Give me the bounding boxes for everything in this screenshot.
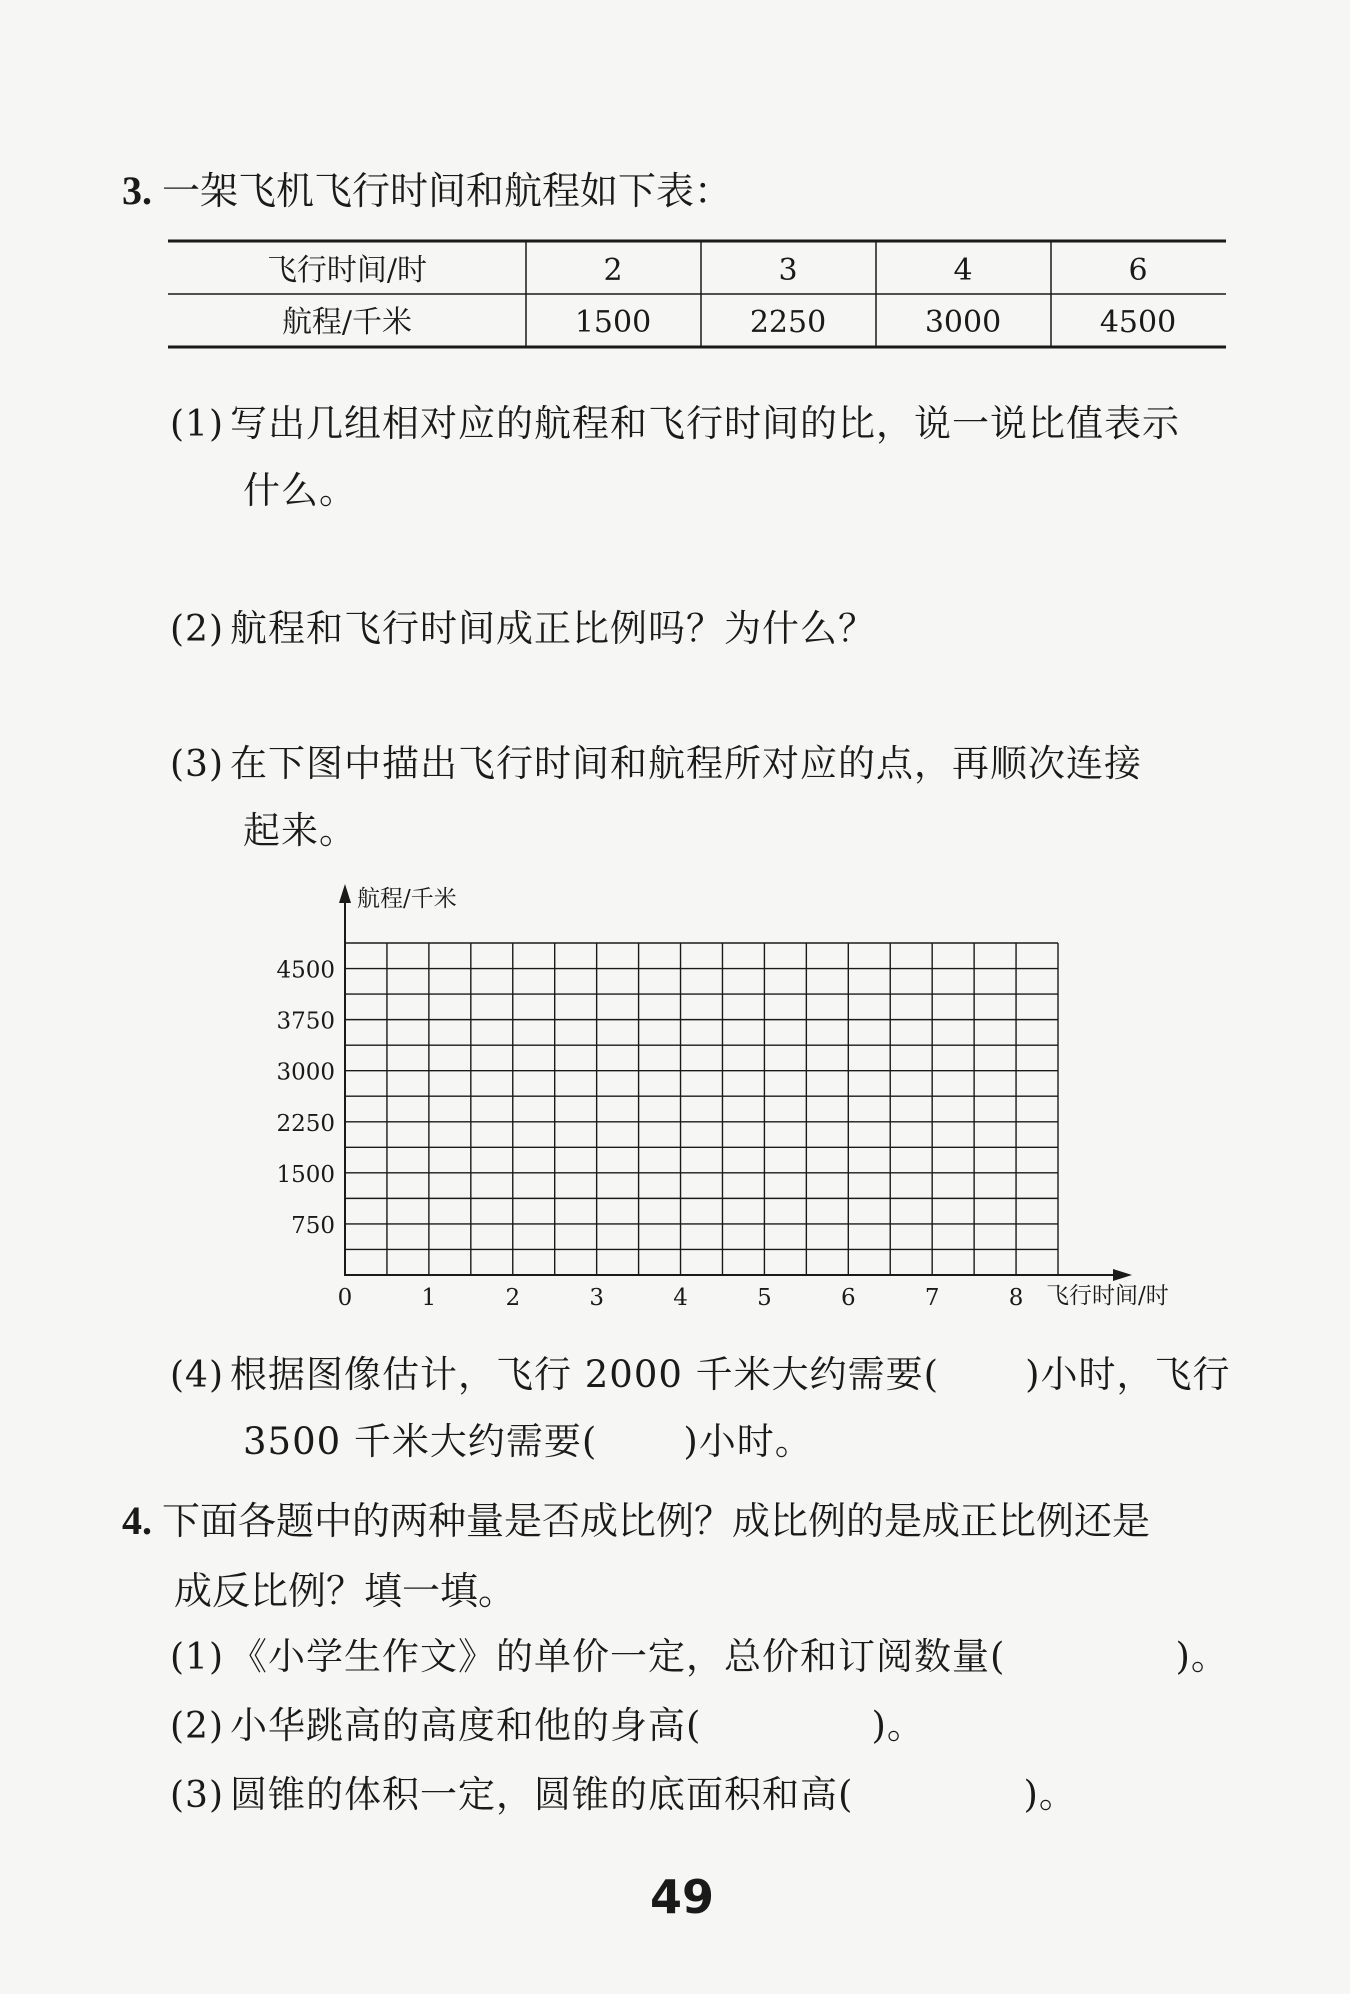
- q4-heading: [122, 1490, 1150, 1545]
- table-cell: 4: [953, 253, 973, 288]
- q4-item: [170, 1695, 925, 1749]
- x-tick-label: 2: [505, 1285, 521, 1311]
- x-tick-label: 0: [337, 1285, 353, 1311]
- q3-sub4-line1-a: 根据图像估计，飞行 2000 千米大约需要(: [230, 1353, 940, 1396]
- q3-sub3-line1: 在下图中描出飞行时间和航程所对应的点，再顺次连接: [230, 742, 1142, 785]
- q3-title: 一架飞机飞行时间和航程如下表：: [162, 169, 733, 213]
- x-tick-label: 5: [757, 1285, 772, 1311]
- q4-line2: 成反比例？填一填。: [174, 1569, 517, 1613]
- y-tick-label: 2250: [276, 1110, 335, 1137]
- q3-sub3-number: (3): [170, 744, 224, 785]
- y-axis-arrow: [339, 884, 351, 903]
- q3-sub2-text: 航程和飞行时间成正比例吗？为什么？: [230, 607, 876, 650]
- y-axis-label: 航程/千米: [357, 886, 457, 912]
- q4-item: [170, 1764, 1077, 1818]
- table-cell: 3: [778, 253, 798, 288]
- q3-sub4-line2-b: )小时。: [683, 1420, 813, 1463]
- table-cell: 1500: [574, 305, 652, 340]
- table-row-label: 飞行时间/时: [266, 253, 428, 288]
- y-tick-labels: [276, 958, 335, 1239]
- table-cell: 2: [603, 253, 623, 288]
- y-tick-label: 4500: [276, 957, 335, 984]
- q3-number: 3.: [122, 168, 152, 213]
- q3-sub4: [170, 1344, 1231, 1398]
- q4-item-number: (3): [170, 1775, 224, 1816]
- table-cell: 2250: [749, 305, 827, 340]
- x-axis-label: 飞行时间/时: [1046, 1283, 1169, 1309]
- q4-item-number: (2): [170, 1706, 224, 1747]
- q3-sub2-number: (2): [170, 609, 224, 650]
- q4-item-number: (1): [170, 1637, 224, 1678]
- x-axis-arrow: [1113, 1269, 1132, 1281]
- table-cell: 3000: [924, 305, 1002, 340]
- q4-number: 4.: [122, 1498, 152, 1543]
- q3-sub4-line1-b: )小时，飞行: [1025, 1353, 1231, 1396]
- q4-item: [170, 1626, 1229, 1680]
- q4-line1: 下面各题中的两种量是否成比例？成比例的是成正比例还是: [162, 1499, 1151, 1543]
- q3-sub4-line2-a: 3500 千米大约需要(: [243, 1420, 598, 1463]
- x-tick-label: 1: [421, 1285, 437, 1311]
- x-tick-labels: [338, 1285, 1024, 1311]
- q3-sub3-line2: 起来。: [243, 809, 357, 852]
- grid-lines: [345, 943, 1058, 1275]
- page-number: 49: [650, 1870, 715, 1924]
- table-cell: 6: [1128, 253, 1148, 288]
- y-tick-label: 1500: [276, 1161, 335, 1188]
- q4-item-text-b: )。: [1175, 1635, 1229, 1678]
- q3-sub4-number: (4): [170, 1355, 224, 1396]
- q3-sub4-line2: [243, 1411, 813, 1465]
- q4-item-text-a: 《小学生作文》的单价一定，总价和订阅数量(: [230, 1635, 1006, 1678]
- q3-sub1-line2: 什么。: [243, 469, 357, 512]
- x-tick-label: 7: [924, 1285, 940, 1311]
- q4-item-text-b: )。: [871, 1704, 925, 1747]
- q4-item-text-b: )。: [1023, 1773, 1077, 1816]
- q4-item-text-a: 小华跳高的高度和他的身高(: [230, 1704, 702, 1747]
- table-cell: 4500: [1099, 305, 1177, 340]
- y-tick-label: 3750: [276, 1008, 335, 1035]
- x-tick-label: 8: [1008, 1285, 1024, 1311]
- y-tick-label: 750: [291, 1212, 335, 1239]
- y-tick-label: 3000: [276, 1059, 335, 1086]
- table-row-label: 航程/千米: [281, 305, 413, 340]
- x-tick-label: 3: [589, 1285, 604, 1311]
- q4-item-text-a: 圆锥的体积一定，圆锥的底面积和高(: [230, 1773, 854, 1816]
- x-tick-label: 6: [840, 1285, 856, 1311]
- q3-sub1-number: (1): [170, 404, 224, 445]
- x-tick-label: 4: [673, 1285, 688, 1311]
- q3-sub1-line1: 写出几组相对应的航程和飞行时间的比，说一说比值表示: [230, 402, 1180, 445]
